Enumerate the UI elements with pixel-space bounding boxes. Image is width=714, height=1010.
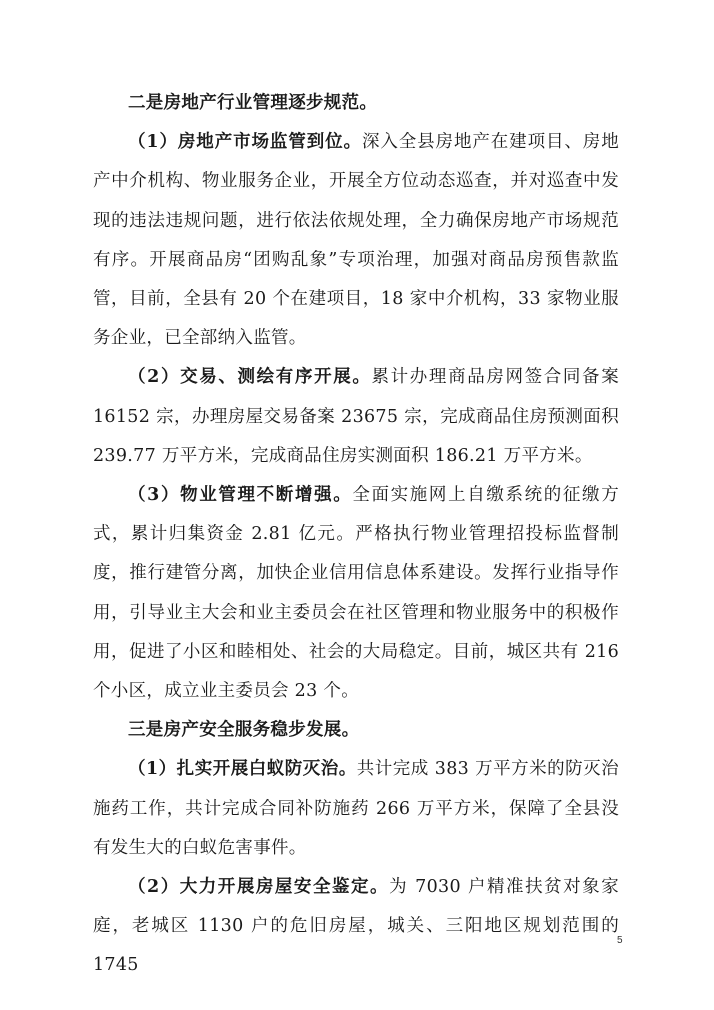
paragraph-text: 全面实施网上自缴系统的征缴方式，累计归集资金 2.81 亿元。严格执行物业管理招投标监督制度，推行建管分离，加快企业信用信息体系建设。发挥行业指导作用，引导业主大会和业主委员会在社区管理和物业服务中的积极作用，促进了小区和睦相处、社会的大局稳定。目前，城区共有 216 个小区，成立业主委员会 23 个。 bbox=[93, 485, 620, 702]
paragraph-text: 深入全县房地产在建项目、房地产中介机构、物业服务企业，开展全方位动态巡查，并对巡查中发现的违法违规问题，进行依法依规处理，全力确保房地产市场规范有序。开展商品房“团购乱象”专项治理，加强对商品房预售款监管，目前，全县有 20 个在建项目，18 家中介机构，33 家物业服务企业，已全部纳入监管。 bbox=[93, 132, 619, 349]
paragraph-text: 累计办理商品房网签合同备案 16152 宗，办理房屋交易备案 23675 宗，完成商品住房预测面积 239.77 万平方米，完成商品住房实测面积 186.21 万平方米。 bbox=[93, 367, 620, 466]
paragraph-house-safety bbox=[93, 868, 619, 986]
paragraph-text: 共计完成 383 万平方米的防灭治施药工作，共计完成合同补防施药 266 万平方米，保障了全县没有发生大的白蚁危害事件。 bbox=[93, 759, 619, 858]
page-number: 5 bbox=[617, 935, 623, 946]
paragraph-market-supervision bbox=[93, 123, 619, 358]
document-body bbox=[93, 84, 619, 986]
paragraph-lead: （1）扎实开展白蚁防灭治。 bbox=[128, 759, 357, 780]
paragraph-text: 为 7030 户精准扶贫对象家庭，老城区 1130 户的危旧房屋，城关、三阳地区规划范围的 1745 bbox=[93, 877, 619, 976]
paragraph-lead: （2）大力开展房屋安全鉴定。 bbox=[128, 877, 390, 898]
section-heading-2: 二是房地产行业管理逐步规范。 bbox=[128, 93, 378, 113]
paragraph-lead: （1）房地产市场监管到位。 bbox=[128, 132, 362, 153]
paragraph-lead: （2）交易、测绘有序开展。 bbox=[128, 367, 372, 388]
section-heading-3: 三是房产安全服务稳步发展。 bbox=[128, 720, 360, 741]
paragraph-transactions bbox=[93, 358, 619, 476]
paragraph-lead: （3）物业管理不断增强。 bbox=[128, 485, 353, 506]
paragraph-property-management bbox=[93, 476, 619, 711]
paragraph-termite-control bbox=[93, 750, 619, 868]
